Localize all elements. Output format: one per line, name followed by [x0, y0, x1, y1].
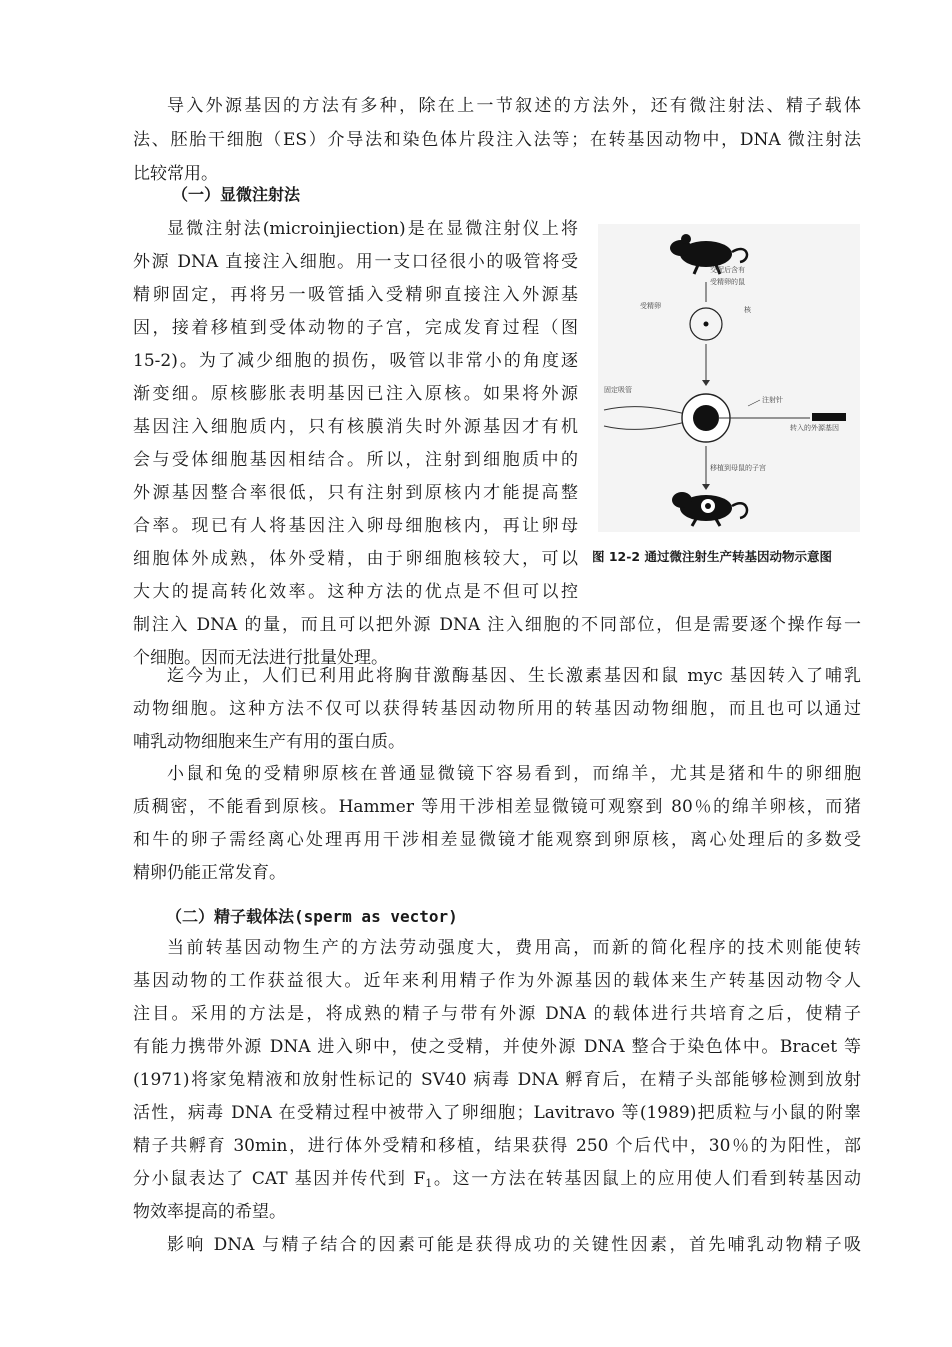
nucleus-dot: [704, 322, 709, 327]
foreign-gene-block: [812, 413, 846, 421]
text-line: 影响 DNA 与精子结合的因素可能是获得成功的关键性因素，首先哺乳动物精子吸: [167, 1235, 861, 1255]
label-holding-pipette: 固定吸管: [604, 386, 632, 394]
text-line: 导入外源基因的方法有多种，除在上一节叙述的方法外，还有微注射法、精子载体: [167, 96, 861, 116]
text-line: 当前转基因动物生产的方法劳动强度大，费用高，而新的简化程序的技术则能使转: [167, 938, 861, 958]
text-line: 物效率提高的希望。: [133, 1202, 286, 1222]
microinjection-diagram: [598, 224, 860, 532]
section-heading-microinjection: （一）显微注射法: [172, 185, 301, 204]
text-line: 哺乳动物细胞来生产有用的蛋白质。: [133, 732, 405, 752]
text-line: 合率。现已有人将基因注入卵母细胞核内，再让卵母: [133, 516, 578, 536]
text-line: 因，接着移植到受体动物的子宫，完成发育过程（图: [133, 318, 578, 338]
text-line: 个细胞。因而无法进行批量处理。: [133, 648, 388, 668]
pronucleus-shape: [693, 405, 719, 431]
text-line: (1971)将家兔精液和放射性标记的 SV40 病毒 DNA 孵育后，在精子头部能够检测到放射: [133, 1070, 861, 1090]
text-line: 动物细胞。这种方法不仅可以获得转基因动物所用的转基因动物细胞，而且也可以通过: [133, 699, 861, 719]
text-span: 分小鼠表达了 CAT 基因并传代到 F: [133, 1169, 426, 1189]
text-line: 基因动物的工作获益很大。近年来利用精子作为外源基因的载体来生产转基因动物令人: [133, 971, 861, 991]
text-line: 精卵固定，再将另一吸管插入受精卵直接注入外源基: [133, 285, 578, 305]
label-transplant: 移植到母鼠的子宫: [710, 464, 766, 472]
label-mated-mouse-1: 交配后含有: [710, 266, 745, 274]
text-span: 。这一方法在转基因鼠上的应用使人们看到转基因动: [432, 1169, 861, 1189]
text-line: 精卵仍能正常发育。: [133, 863, 286, 883]
text-line-f1: [133, 1162, 861, 1196]
figure-caption: 图 12-2 通过微注射生产转基因动物示意图: [592, 549, 832, 564]
text-line: 15-2)。为了减少细胞的损伤，吸管以非常小的角度逐: [133, 351, 578, 371]
text-line: 注目。采用的方法是，将成熟的精子与带有外源 DNA 的载体进行共培育之后，使精子: [133, 1004, 861, 1024]
text-line: 大大的提高转化效率。这种方法的优点是不但可以控: [133, 582, 578, 602]
microinjection-diagram-svg: [598, 224, 860, 532]
text-line: 制注入 DNA 的量，而且可以把外源 DNA 注入细胞的不同部位，但是需要逐个操作每一: [133, 615, 861, 635]
text-line: 细胞体外成熟，体外受精，由于卵细胞核较大，可以: [133, 549, 578, 569]
label-fertilized-egg: 受精卵: [640, 302, 661, 310]
text-line: 和牛的卵子需经离心处理再用干涉相差显微镜才能观察到卵原核，离心处理后的多数受: [133, 830, 861, 850]
text-line: 精子共孵育 30min，进行体外受精和移植，结果获得 250 个后代中，30％的为阳性，部: [133, 1136, 861, 1156]
text-line: 活性，病毒 DNA 在受精过程中被带入了卵细胞；Lavitravo 等(1989)把质粒与小鼠的附睾: [133, 1103, 861, 1123]
text-line: 基因注入细胞质内，只有核膜消失时外源基因才有机: [133, 417, 578, 437]
text-line: 比较常用。: [133, 164, 218, 184]
text-line: 有能力携带外源 DNA 进入卵中，使之受精，并使外源 DNA 整合于染色体中。Bracet 等: [133, 1037, 861, 1057]
text-line: 法、胚胎干细胞（ES）介导法和染色体片段注入法等；在转基因动物中，DNA 微注射法: [133, 130, 861, 150]
label-foreign-gene: 转入的外源基因: [790, 424, 839, 432]
text-line: 会与受体细胞基因相结合。所以，注射到细胞质中的: [133, 450, 578, 470]
text-line: 迄今为止，人们已利用此将胸苷激酶基因、生长激素基因和鼠 myc 基因转入了哺乳: [167, 666, 861, 686]
label-mated-mouse-2: 受精卵的鼠: [710, 278, 745, 286]
subscript: 1: [425, 1177, 433, 1190]
text-line: 小鼠和兔的受精卵原核在普通显微镜下容易看到，而绵羊，尤其是猪和牛的卵细胞: [167, 764, 861, 784]
label-injection-needle: 注射针: [762, 396, 783, 404]
text-line: 渐变细。原核膨胀表明基因已注入原核。如果将外源: [133, 384, 578, 404]
text-line: 外源 DNA 直接注入细胞。用一支口径很小的吸管将受: [133, 252, 578, 272]
section-heading-sperm-vector: （二）精子载体法(sperm as vector): [166, 907, 458, 926]
text-line: 外源基因整合率很低，只有注射到原核内才能提高整: [133, 483, 578, 503]
text-line: 显微注射法(microinjiection)是在显微注射仪上将: [167, 219, 578, 239]
label-nucleus: 核: [744, 306, 751, 314]
text-line: 质稠密，不能看到原核。Hammer 等用干涉相差显微镜可观察到 80％的绵羊卵核，而猪: [133, 797, 861, 817]
